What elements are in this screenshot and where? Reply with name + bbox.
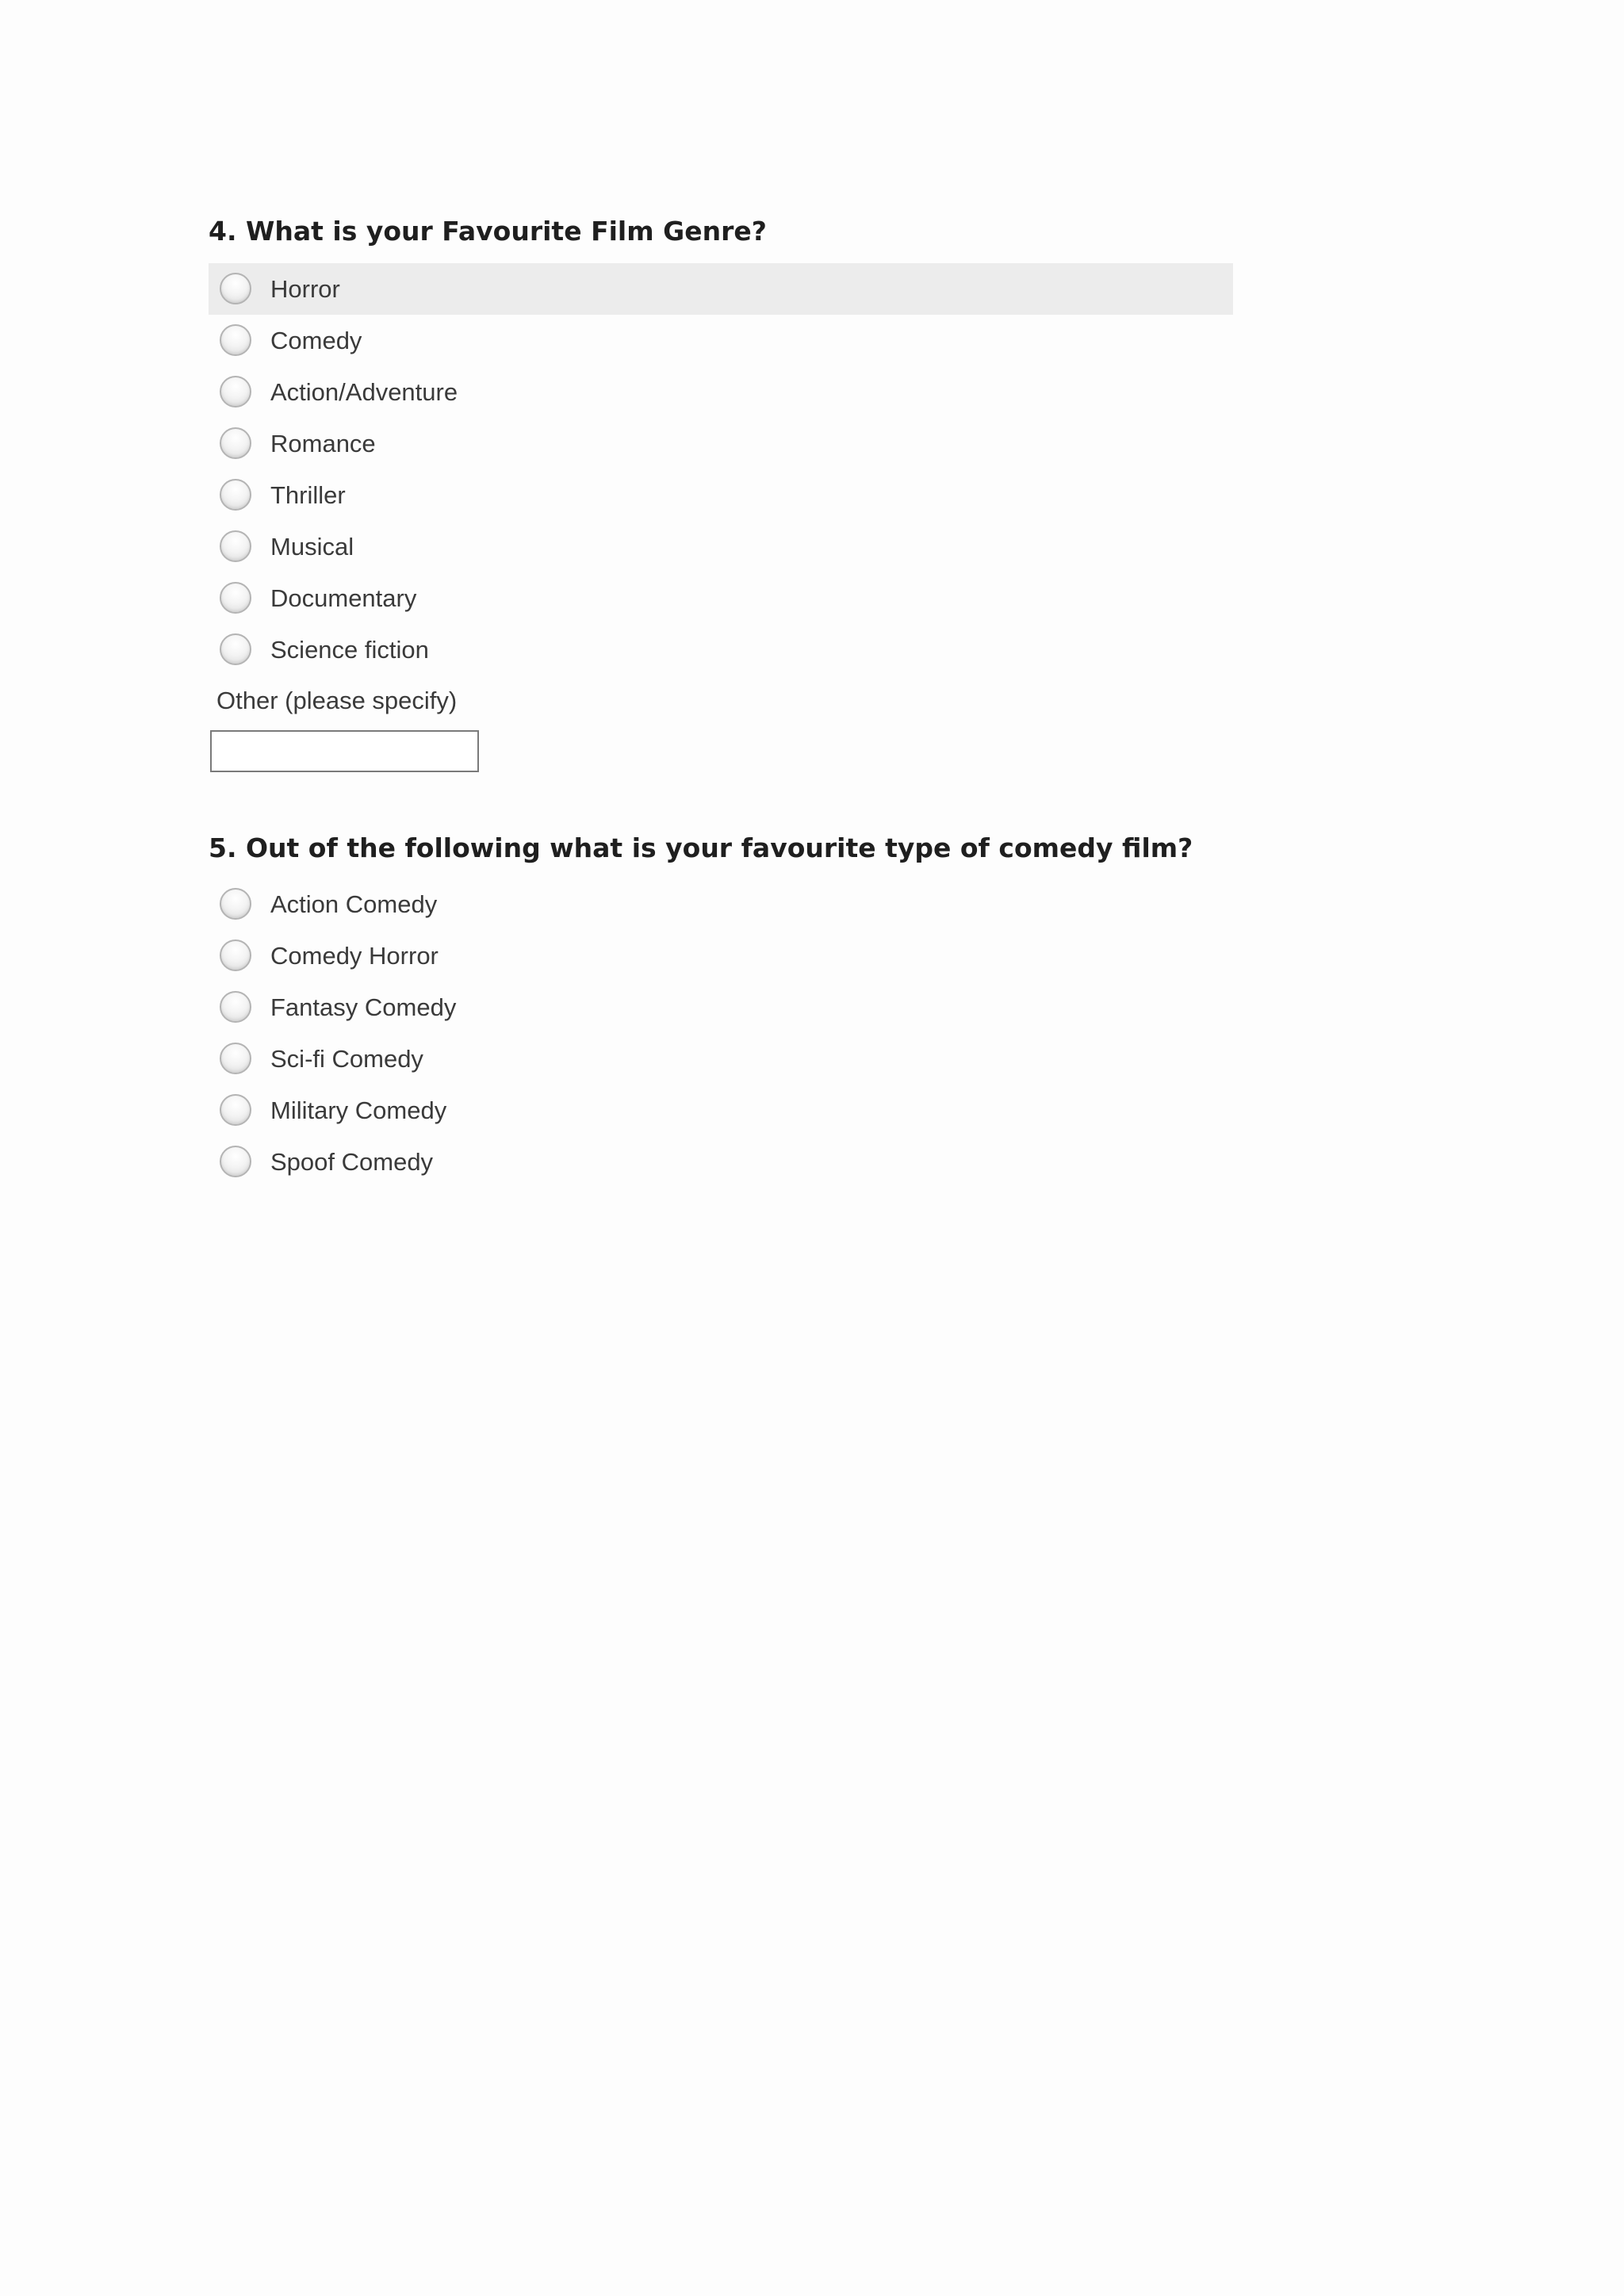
option-romance[interactable]: [209, 418, 1233, 469]
radio-button[interactable]: [220, 582, 251, 614]
option-fantasy-comedy[interactable]: [209, 982, 1233, 1033]
option-label: Romance: [270, 429, 376, 457]
option-label: Comedy: [270, 326, 362, 354]
option-label: Action/Adventure: [270, 377, 458, 406]
radio-button[interactable]: [220, 1043, 251, 1074]
question-4-title: 4. What is your Favourite Film Genre?: [209, 216, 767, 247]
other-label: Other (please specify): [216, 687, 458, 714]
option-comedy-horror[interactable]: [209, 930, 1233, 982]
radio-button[interactable]: [220, 324, 251, 356]
option-label: Documentary: [270, 584, 417, 612]
radio-button[interactable]: [220, 427, 251, 459]
option-spoof-comedy[interactable]: [209, 1136, 1233, 1188]
radio-button[interactable]: [220, 1146, 251, 1177]
option-label: Spoof Comedy: [270, 1147, 434, 1176]
option-comedy[interactable]: [209, 315, 1233, 366]
option-horror[interactable]: [209, 263, 1233, 315]
radio-button[interactable]: [220, 991, 251, 1023]
option-label: Comedy Horror: [270, 941, 439, 970]
option-label: Action Comedy: [270, 890, 438, 918]
option-military-comedy[interactable]: [209, 1085, 1233, 1136]
option-label: Science fiction: [270, 635, 429, 664]
radio-button[interactable]: [220, 633, 251, 665]
question-5-title: 5. Out of the following what is your favourite type of comedy film?: [209, 832, 1193, 863]
radio-button[interactable]: [220, 939, 251, 971]
option-musical[interactable]: [209, 521, 1233, 572]
question-5-options: [209, 878, 1233, 1188]
option-sci-fi-comedy[interactable]: [209, 1033, 1233, 1085]
option-thriller[interactable]: [209, 469, 1233, 521]
option-action-adventure[interactable]: [209, 366, 1233, 418]
radio-button[interactable]: [220, 530, 251, 562]
option-science-fiction[interactable]: [209, 624, 1233, 675]
option-label: Horror: [270, 274, 340, 303]
radio-button[interactable]: [220, 888, 251, 920]
option-action-comedy[interactable]: [209, 878, 1233, 930]
option-documentary[interactable]: [209, 572, 1233, 624]
option-label: Fantasy Comedy: [270, 993, 457, 1021]
radio-button[interactable]: [220, 479, 251, 511]
option-label: Musical: [270, 532, 354, 561]
question-4-options: [209, 263, 1233, 675]
option-label: Sci-fi Comedy: [270, 1044, 423, 1073]
radio-button[interactable]: [220, 1094, 251, 1126]
radio-button[interactable]: [220, 273, 251, 304]
option-label: Thriller: [270, 480, 346, 509]
option-label: Military Comedy: [270, 1096, 447, 1124]
radio-button[interactable]: [220, 376, 251, 408]
other-specify-input[interactable]: [210, 730, 479, 772]
